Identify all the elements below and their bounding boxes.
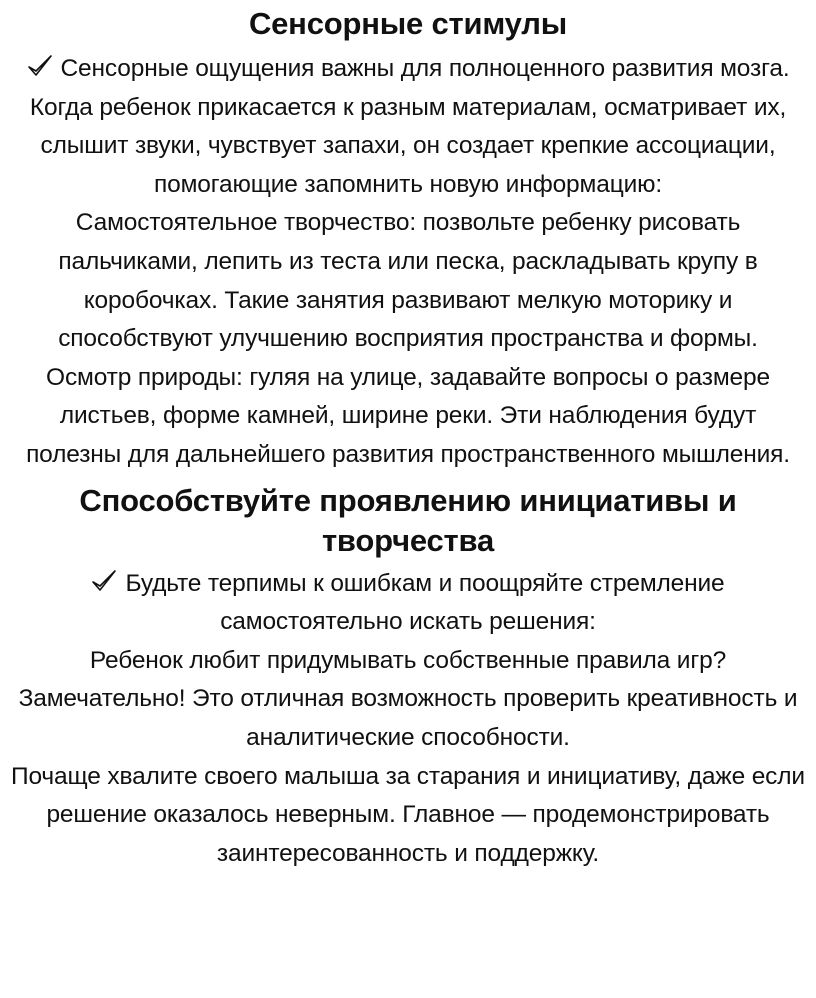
paragraph-intro <box>10 50 806 204</box>
paragraph-intro <box>10 565 806 642</box>
section-sensory <box>10 4 806 475</box>
paragraph-creativity: Самостоятельное творчество: позвольте ребенку рисовать пальчиками, лепить из теста или песка, раскладывать крупу в коробочках. Такие занятия развивают мелкую моторику и способствуют улучшению восприятия пространства и формы. <box>58 209 758 353</box>
section-initiative <box>10 481 806 874</box>
section-body-sensory <box>10 50 806 475</box>
check-mark-icon <box>91 568 117 594</box>
section-body-initiative <box>10 565 806 874</box>
check-mark-icon <box>27 53 53 79</box>
paragraph-intro-text: Сенсорные ощущения важны для полноценного развития мозга. Когда ребенок прикасается к разным материалам, осматривает их, слышит звуки, чувствует запахи, он создает крепкие ассоциации, помогающие запомнить новую информацию: <box>29 55 790 198</box>
section-title-sensory: Сенсорные стимулы <box>248 6 568 41</box>
paragraph-rules: Ребенок любит придумывать собственные правила игр? Замечательно! Это отличная возможность проверить креативность и аналитические способности. <box>18 646 798 751</box>
paragraph-praise: Почаще хвалите своего малыша за старания и инициативу, даже если решение оказалось неверным. Главное — продемонстрировать заинтересованность и поддержку. <box>11 762 805 867</box>
paragraph-nature: Осмотр природы: гуляя на улице, задавайте вопросы о размере листьев, форме камней, ширине реки. Эти наблюдения будут полезны для дальнейшего развития пространственного мышления. <box>26 363 790 468</box>
paragraph-intro-text: Будьте терпимы к ошибкам и поощряйте стремление самостоятельно искать решения: <box>125 569 725 636</box>
section-title-initiative: Способствуйте проявлению инициативы и творчества <box>79 482 737 558</box>
